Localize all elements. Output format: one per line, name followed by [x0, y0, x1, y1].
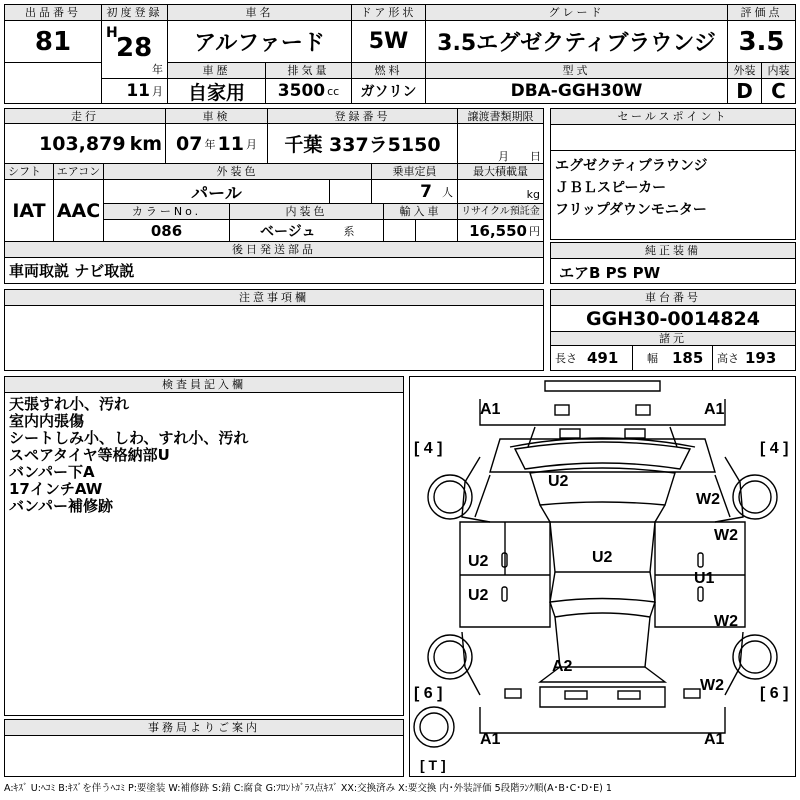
lot-blank	[4, 63, 102, 104]
inspector-box	[4, 376, 404, 716]
month-unit: 月	[152, 85, 163, 98]
car-outline	[410, 377, 795, 776]
cap-value: 7	[420, 181, 432, 202]
damage-left2: U2	[468, 587, 489, 604]
transfer-day-unit: 日	[530, 150, 541, 163]
spec-section	[4, 108, 544, 284]
reg-month-value: 11	[126, 81, 150, 101]
ext-label: 外装	[728, 63, 762, 79]
cap-label: 乗車定員	[372, 164, 458, 180]
score-label: 評価点	[728, 4, 796, 21]
mileage-label: 走行	[4, 108, 166, 124]
chassis-label: 車台番号	[551, 290, 795, 306]
inspect-month-unit: 月	[245, 137, 257, 151]
reg-label: 初度登録	[102, 4, 168, 21]
transfer-deadline	[458, 124, 544, 164]
tire-fr: [ 4 ]	[760, 440, 789, 457]
recycle-fee	[458, 220, 544, 242]
inspection-date	[166, 124, 268, 164]
disp-value: 3500	[277, 81, 326, 101]
transfer-label: 譲渡書類期限	[458, 108, 544, 124]
plate-number: 千葉 337ラ5150	[268, 124, 458, 164]
intcolor-label: 内装色	[230, 204, 384, 220]
damage-tr: A1	[704, 401, 725, 418]
door-type: 5W	[352, 21, 426, 63]
recycle-label: リサイクル預託金	[458, 204, 544, 220]
grade: 3.5エグゼクティブラウンジ	[426, 21, 728, 63]
tire-spare: [ T ]	[420, 757, 446, 773]
lot-label: 出品番号	[4, 4, 102, 21]
inspect-year-unit: 年	[204, 137, 216, 151]
height-label: 高さ	[717, 352, 739, 365]
caution-box	[4, 289, 544, 371]
equip-label: 純正装備	[551, 243, 795, 259]
equipment	[550, 242, 796, 284]
damage-left1: U2	[468, 553, 489, 570]
damage-u1: U1	[694, 570, 715, 587]
len-value: 491	[587, 349, 619, 367]
damage-legend: A:ｷｽﾞ U:ﾍｺﾐ B:ｷｽﾞを伴うﾍｺﾐ P:要塗装 W:補修跡 S:錆 C:腐食 G:ﾌﾛﾝﾄｶﾞﾗｽ点ｷｽﾞ XX:交換済み X:要交換 内･外装評価 5段階ﾗﾝｸ順(A･B･C･D･E) 1	[4, 783, 612, 794]
tire-rl: [ 6 ]	[414, 685, 443, 702]
disp-label: 排気量	[266, 63, 352, 79]
damage-center: U2	[592, 549, 613, 566]
chassis-number: GGH30-0014824	[551, 306, 795, 332]
inspector-label: 検査員記入欄	[5, 377, 403, 393]
air-conditioner: AAC	[54, 180, 104, 242]
spec-label: 諸元	[551, 332, 795, 346]
mileage-value: 103,879	[39, 132, 126, 155]
capacity	[372, 180, 458, 204]
mileage-unit: km	[129, 132, 162, 155]
ext-grade: D	[728, 79, 762, 104]
color-label: 外装色	[104, 164, 372, 180]
damage-roof: U2	[548, 473, 569, 490]
shift-label: シフト	[4, 164, 54, 180]
tire-fl: [ 4 ]	[414, 440, 443, 457]
damage-br: A1	[704, 731, 725, 748]
inspect-month: 11	[217, 132, 244, 155]
lot-number: 81	[4, 21, 102, 63]
disp-unit: cc	[327, 84, 340, 98]
exterior-color: パール	[104, 180, 330, 204]
inspector-line: 室内内張傷	[9, 412, 85, 430]
displacement	[266, 79, 352, 104]
length	[551, 346, 633, 370]
damage-right2: W2	[714, 613, 738, 630]
inspector-notes	[9, 396, 248, 515]
int-grade: C	[762, 79, 796, 104]
later-parts: 車両取説 ナビ取説	[4, 258, 544, 284]
damage-diagram	[409, 376, 796, 777]
height-value: 193	[745, 349, 777, 367]
reg-date	[102, 21, 168, 79]
import-b	[416, 220, 458, 242]
width-value: 185	[672, 349, 704, 367]
recycle-unit: 円	[529, 224, 540, 238]
sales-point-item: フリップダウンモニター	[555, 202, 707, 218]
width-label: 幅	[647, 352, 658, 365]
mileage	[4, 124, 166, 164]
intcolor-value: ベージュ	[260, 223, 316, 240]
dimensions	[551, 346, 795, 370]
office-label: 事務局よりご案内	[5, 720, 403, 736]
damage-right1: W2	[714, 527, 738, 544]
inspect-label: 車検	[166, 108, 268, 124]
import-label: 輸入車	[384, 204, 458, 220]
fuel-label: 燃料	[352, 63, 426, 79]
color-number: 086	[104, 220, 230, 242]
len-label: 長さ	[555, 352, 577, 365]
sales-label: セールスポイント	[551, 109, 795, 125]
sales-point	[550, 108, 796, 240]
model: DBA-GGH30W	[426, 79, 728, 104]
history: 自家用	[168, 79, 266, 104]
interior-color	[230, 220, 384, 242]
sales-subrow	[551, 125, 795, 151]
ac-label: エアコン	[54, 164, 104, 180]
cap-unit: 人	[442, 185, 453, 199]
inspector-line: スペアタイヤ等格納部U	[9, 446, 170, 464]
damage-tl: A1	[480, 401, 501, 418]
later-label: 後日発送部品	[4, 242, 544, 258]
load-label: 最大積載量	[458, 164, 544, 180]
damage-rear: A2	[552, 658, 573, 675]
grade-label: グレード	[426, 4, 728, 21]
damage-right-top: W2	[696, 491, 720, 508]
score: 3.5	[728, 21, 796, 63]
inspector-line: バンパー補修跡	[9, 497, 113, 515]
model-label: 型式	[426, 63, 728, 79]
width	[633, 346, 713, 370]
inspect-year: 07	[176, 132, 203, 155]
sales-point-item: ＪＢＬスピーカー	[555, 180, 667, 196]
sales-point-list	[555, 155, 708, 221]
year-unit: 年	[152, 63, 163, 76]
recycle-value: 16,550	[469, 221, 527, 240]
plate-label: 登録番号	[268, 108, 458, 124]
shift: IAT	[4, 180, 54, 242]
max-load	[458, 180, 544, 204]
height	[713, 346, 795, 370]
inspector-line: バンパー下A	[9, 463, 95, 481]
damage-bl: A1	[480, 731, 501, 748]
caution-label: 注意事項欄	[5, 290, 543, 306]
inspector-line: 天張すれ小、汚れ	[9, 395, 130, 413]
reg-year: 28	[116, 33, 153, 63]
door-label: ドア形状	[352, 4, 426, 21]
load-unit: kg	[526, 188, 540, 201]
sales-point-item: エグゼクティブラウンジ	[555, 158, 708, 174]
color-extra	[330, 180, 372, 204]
inspector-line: シートしみ小、しわ、すれ小、汚れ	[9, 429, 249, 447]
car-name: アルファード	[168, 21, 352, 63]
fuel: ガソリン	[352, 79, 426, 104]
office-box	[4, 719, 404, 777]
inspector-line: 17インチAW	[9, 480, 103, 498]
era: H	[106, 25, 118, 41]
reg-month	[102, 79, 168, 104]
import-a	[384, 220, 416, 242]
chassis-box	[550, 289, 796, 371]
transfer-month-unit: 月	[498, 150, 509, 163]
equip-value: エアB PS PW	[559, 264, 661, 282]
tire-rr: [ 6 ]	[760, 685, 789, 702]
int-label: 内装	[762, 63, 796, 79]
damage-right3: W2	[700, 677, 724, 694]
top-section	[4, 4, 796, 104]
intcolor-unit: 系	[343, 224, 355, 238]
colorno-label: カラーNo.	[104, 204, 230, 220]
history-label: 車歴	[168, 63, 266, 79]
name-label: 車名	[168, 4, 352, 21]
